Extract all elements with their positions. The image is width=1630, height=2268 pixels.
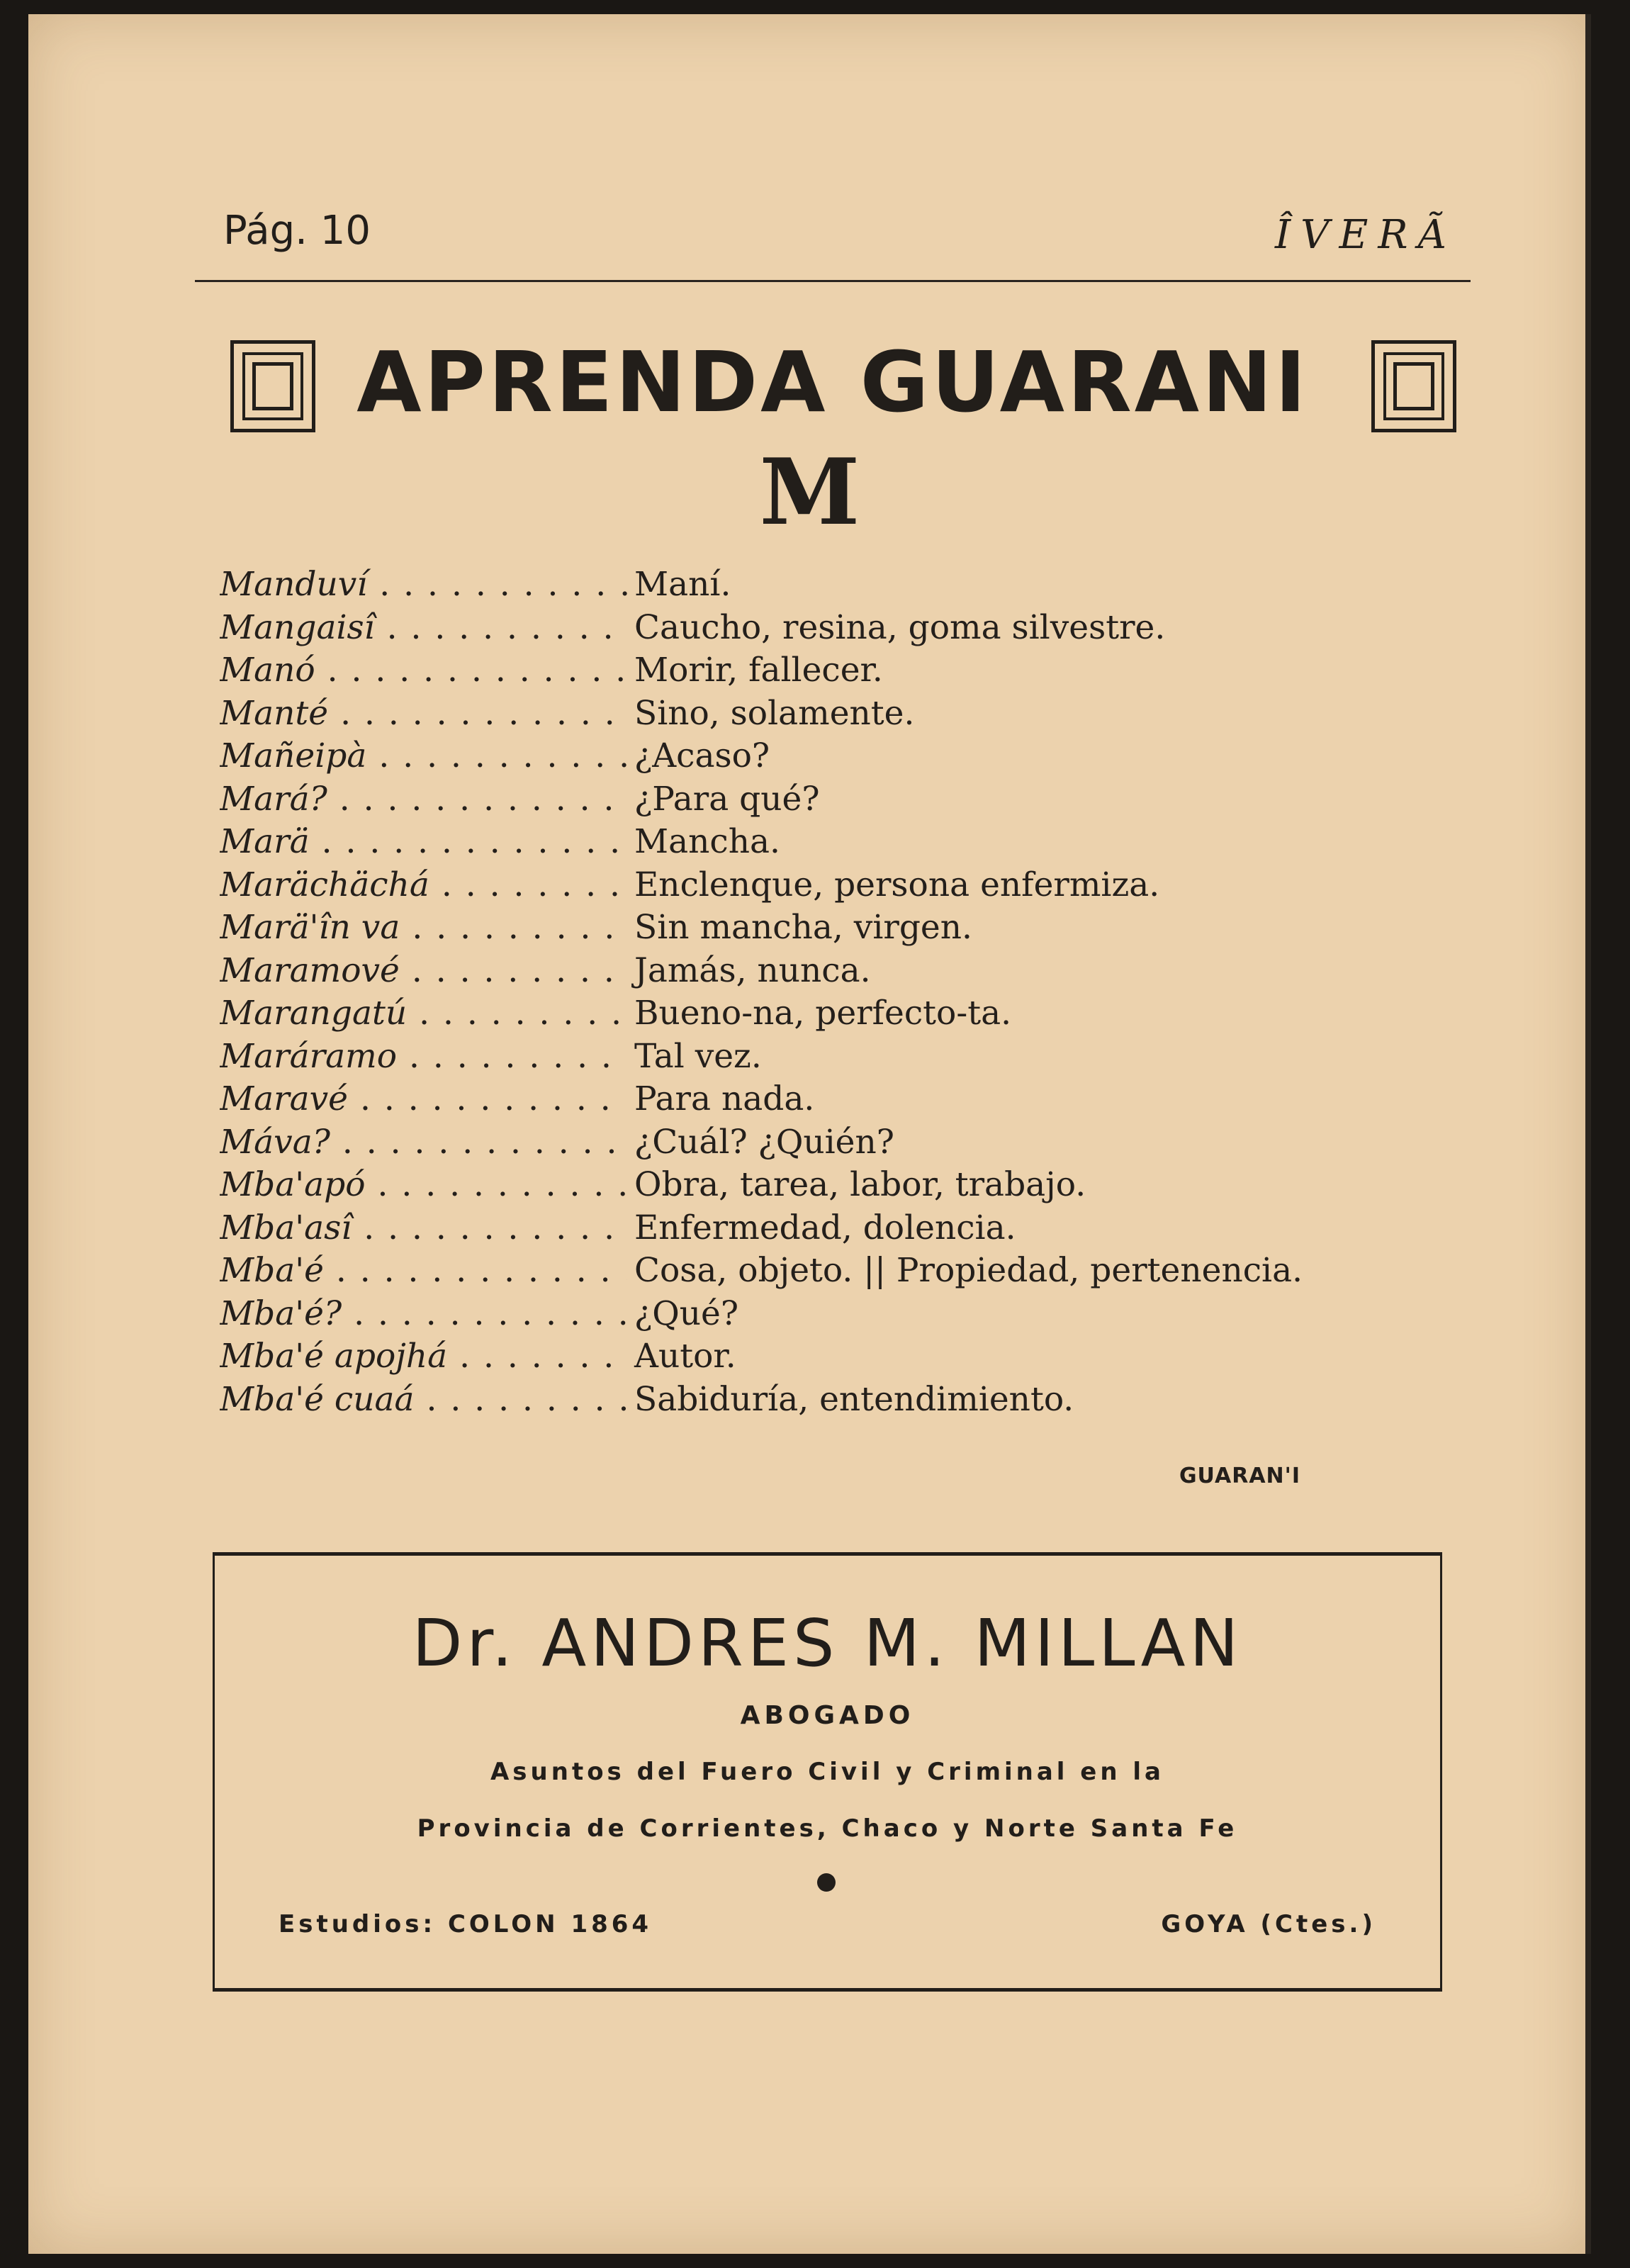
glossary-row <box>206 692 1446 736</box>
glossary-definition: Autor. <box>634 1337 736 1376</box>
glossary-definition: Morir, fallecer. <box>634 651 883 690</box>
glossary-definition: Sino, solamente. <box>634 693 915 733</box>
section-title: APRENDA GUARANI <box>356 333 1309 431</box>
glossary-term: Marä'în va . . . <box>220 906 627 949</box>
glossary-term: Mañeipà . . . <box>220 735 627 777</box>
glossary-row <box>206 864 1446 907</box>
glossary-definition: ¿Acaso? <box>634 736 770 775</box>
magazine-title: ÎVERÃ <box>1274 212 1456 258</box>
glossary-definition: Sabiduría, entendimiento. <box>634 1379 1074 1419</box>
glossary-row <box>206 735 1446 778</box>
glossary-definition: Jamás, nunca. <box>634 950 871 990</box>
page-edge <box>1585 14 1591 2254</box>
ad-address: Estudios: COLON 1864 <box>279 1910 653 1938</box>
glossary-definition: Enclenque, persona enfermiza. <box>634 865 1160 904</box>
ad-name: Dr. ANDRES M. MILLAN <box>412 1605 1243 1681</box>
glossary-row <box>206 1335 1446 1379</box>
glossary-definition: Obra, tarea, labor, trabajo. <box>634 1165 1086 1204</box>
glossary-term: Manté . . . <box>220 692 627 735</box>
glossary-definition: Cosa, objeto. || Propiedad, pertenencia. <box>634 1251 1303 1290</box>
glossary-definition: Maní. <box>634 565 731 604</box>
glossary-term: Mba'asî . . . <box>220 1207 627 1250</box>
glossary-term: Maráramo . . . <box>220 1035 627 1078</box>
magazine-page <box>28 14 1591 2254</box>
glossary-row <box>206 821 1446 864</box>
glossary-term: Mba'é cuaá . . . <box>220 1379 627 1421</box>
glossary-row <box>206 649 1446 692</box>
glossary-row <box>206 950 1446 993</box>
ad-city: GOYA (Ctes.) <box>1161 1910 1376 1938</box>
glossary-row <box>206 1250 1446 1293</box>
glossary-term: Marächächá . . . <box>220 864 627 906</box>
glossary-definition: Mancha. <box>634 822 780 861</box>
page-header <box>195 202 1471 282</box>
glossary-term: Manó . . . <box>220 649 627 692</box>
glossary-term: Maravé . . . <box>220 1078 627 1121</box>
ad-line-1: Asuntos del Fuero Civil y Criminal en la <box>490 1758 1164 1786</box>
ad-profession: ABOGADO <box>740 1701 915 1730</box>
glossary-definition: Tal vez. <box>634 1036 762 1076</box>
glossary-term: Mba'é apojhá . . . <box>220 1335 627 1378</box>
advertisement-box <box>213 1552 1442 1992</box>
article-signature: GUARAN'I <box>1179 1464 1300 1488</box>
glossary-row <box>206 906 1446 950</box>
glossary-term: Marä . . . <box>220 821 627 863</box>
page-number: Pág. 10 <box>223 208 371 254</box>
glossary-term: Mará? . . . <box>220 778 627 821</box>
glossary-row <box>206 778 1446 821</box>
glossary-row <box>206 1078 1446 1121</box>
glossary-definition: Enfermedad, dolencia. <box>634 1208 1016 1247</box>
section-letter: M <box>759 439 860 546</box>
glossary-row <box>206 563 1446 607</box>
glossary-definition: Para nada. <box>634 1079 815 1118</box>
glossary-row <box>206 992 1446 1035</box>
glossary-definition: Bueno-na, perfecto-ta. <box>634 994 1012 1033</box>
glossary-list <box>206 563 1446 1421</box>
glossary-term: Mba'apó . . . <box>220 1164 627 1206</box>
glossary-term: Manduví . . . <box>220 563 627 606</box>
glossary-definition: ¿Para qué? <box>634 779 820 819</box>
glossary-definition: Sin mancha, virgen. <box>634 908 972 947</box>
glossary-definition: Caucho, resina, goma silvestre. <box>634 607 1166 647</box>
glossary-row <box>206 1164 1446 1207</box>
glossary-definition: ¿Qué? <box>634 1293 739 1333</box>
glossary-definition: ¿Cuál? ¿Quién? <box>634 1122 894 1162</box>
glossary-row <box>206 1207 1446 1250</box>
glossary-term: Mba'é? . . . <box>220 1293 627 1335</box>
glossary-row <box>206 1035 1446 1079</box>
glossary-term: Maramové . . . <box>220 950 627 992</box>
glossary-term: Mba'é . . . <box>220 1250 627 1292</box>
title-row <box>195 326 1471 439</box>
glossary-term: Marangatú . . . <box>220 992 627 1035</box>
ad-line-2: Provincia de Corrientes, Chaco y Norte Santa Fe <box>417 1814 1238 1843</box>
glossary-term: Máva? . . . <box>220 1121 627 1164</box>
glossary-row <box>206 1379 1446 1422</box>
glossary-term: Mangaisî . . . <box>220 607 627 649</box>
glossary-row <box>206 607 1446 650</box>
glossary-row <box>206 1121 1446 1164</box>
bullet-icon <box>817 1873 836 1892</box>
glossary-row <box>206 1293 1446 1336</box>
square-ornament-icon <box>1371 340 1456 432</box>
